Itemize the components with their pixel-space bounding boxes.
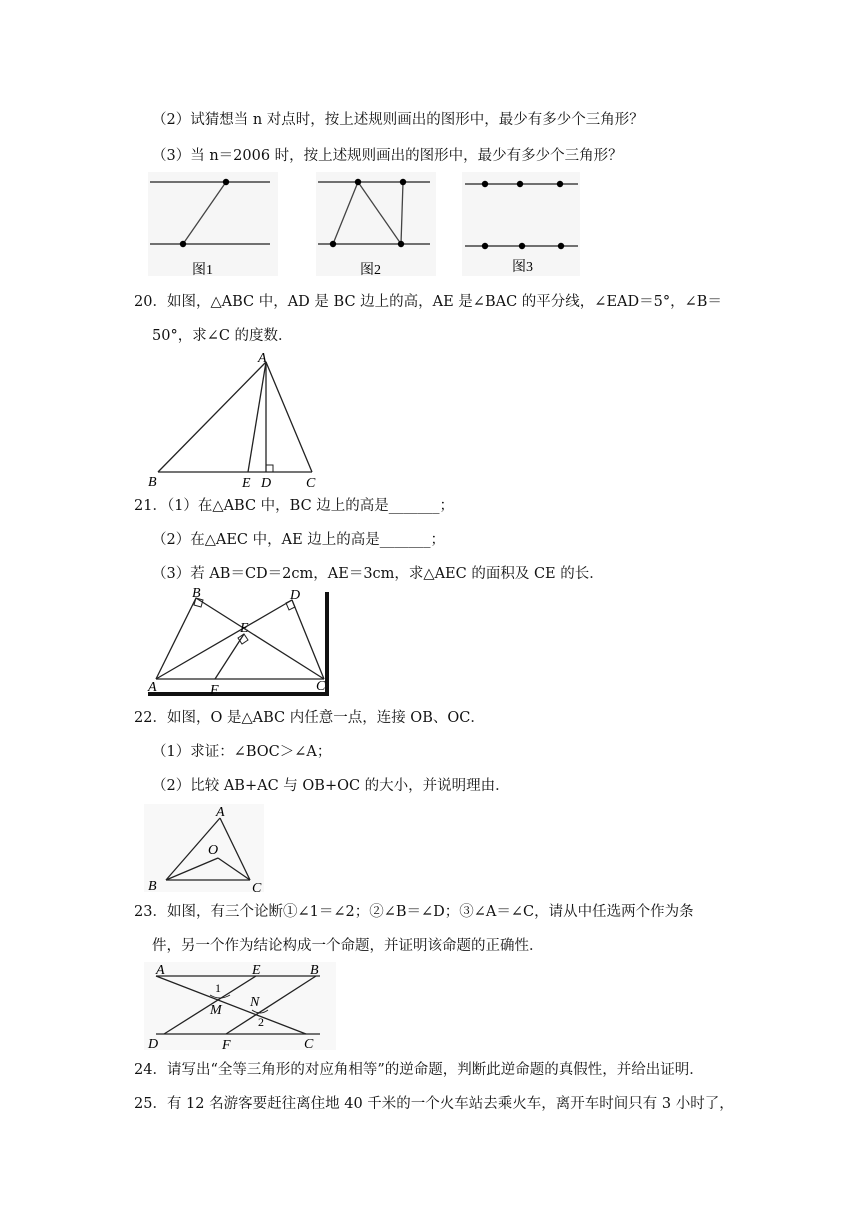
q20-figure <box>140 348 320 490</box>
label-B: B <box>192 586 201 601</box>
label-A: A <box>258 351 267 366</box>
figure-border <box>148 692 329 696</box>
fig-background <box>144 804 264 892</box>
fig1-background <box>148 172 278 276</box>
fig1-point <box>223 179 229 185</box>
q21-part3: （3）若 AB＝CD＝2cm，AE＝3cm，求△AEC 的面积及 CE 的长． <box>152 566 604 582</box>
label-E: E <box>240 621 249 636</box>
label-B: B <box>310 963 319 978</box>
label-D: D <box>261 476 272 490</box>
label-N: N <box>250 995 260 1010</box>
label-D: D <box>148 1037 159 1052</box>
label-B: B <box>148 879 157 894</box>
fig3-point <box>557 181 563 187</box>
label-E: E <box>252 963 261 978</box>
label-E: E <box>242 476 251 490</box>
label-C: C <box>252 881 262 896</box>
q23-text-line2: 件，另一个作为结论构成一个命题，并证明该命题的正确性． <box>152 938 544 954</box>
label-M: M <box>210 1003 222 1018</box>
label-C: C <box>316 679 326 694</box>
q23-figure <box>140 958 340 1054</box>
fig1-caption: 图1 <box>192 263 213 278</box>
fig2-point <box>355 179 361 185</box>
q21-part1: 21．（1）在△ABC 中，BC 边上的高是_______； <box>134 498 455 514</box>
fig2-caption: 图2 <box>360 263 381 278</box>
label-D: D <box>290 588 301 603</box>
q21-part2: （2）在△AEC 中，AE 边上的高是_______； <box>152 532 446 548</box>
fig2-point <box>400 179 406 185</box>
q24-text: 24．请写出“全等三角形的对应角相等”的逆命题，判断此逆命题的真假性，并给出证明． <box>134 1062 704 1078</box>
fig2-point <box>330 241 336 247</box>
q22-figure <box>140 800 270 896</box>
fig3-point <box>519 243 525 249</box>
fig3-point <box>482 181 488 187</box>
fig2-point <box>398 241 404 247</box>
label-F: F <box>222 1038 231 1053</box>
q19-part2: （2）试猜想当 n 对点时，按上述规则画出的图形中，最少有多少个三角形？ <box>152 112 644 128</box>
q23-text-line1: 23．如图，有三个论断①∠1＝∠2；②∠B＝∠D；③∠A＝∠C，请从中任选两个作为条 <box>134 904 694 920</box>
q25-text: 25．有 12 名游客要赶往离住地 40 千米的一个火车站去乘火车，离开车时间只有 3 小时了， <box>134 1096 734 1112</box>
q22-part1: （1）求证：∠BOC＞∠A； <box>152 744 332 760</box>
label-A: A <box>156 963 165 978</box>
fig3-point <box>517 181 523 187</box>
q19-figures <box>140 168 590 280</box>
angle-label-2: 2 <box>258 1015 264 1029</box>
q19-part3: （3）当 n＝2006 时，按上述规则画出的图形中，最少有多少个三角形？ <box>152 148 623 164</box>
right-angle-mark <box>266 465 273 472</box>
fig3-point <box>558 243 564 249</box>
label-C: C <box>304 1037 314 1052</box>
fig2-background <box>316 172 436 276</box>
angle-label-1: 1 <box>215 981 221 995</box>
q21-figure <box>140 586 336 698</box>
q22-part2: （2）比较 AB+AC 与 OB+OC 的大小，并说明理由． <box>152 778 510 794</box>
label-C: C <box>306 476 316 490</box>
label-B: B <box>148 475 157 490</box>
fig3-caption: 图3 <box>512 260 533 275</box>
label-F: F <box>210 683 219 698</box>
q20-text-line1: 20．如图，△ABC 中，AD 是 BC 边上的高，AE 是∠BAC 的平分线，∠EAD＝5°，∠B＝ <box>134 294 722 310</box>
fig3-point <box>482 243 488 249</box>
figure-border <box>325 592 329 696</box>
q20-text-line2: 50°，求∠C 的度数． <box>152 328 293 344</box>
fig1-point <box>180 241 186 247</box>
label-A: A <box>216 805 225 820</box>
label-A: A <box>148 680 157 695</box>
q22-text: 22．如图，O 是△ABC 内任意一点，连接 OB、OC． <box>134 710 485 726</box>
label-O: O <box>208 843 219 858</box>
